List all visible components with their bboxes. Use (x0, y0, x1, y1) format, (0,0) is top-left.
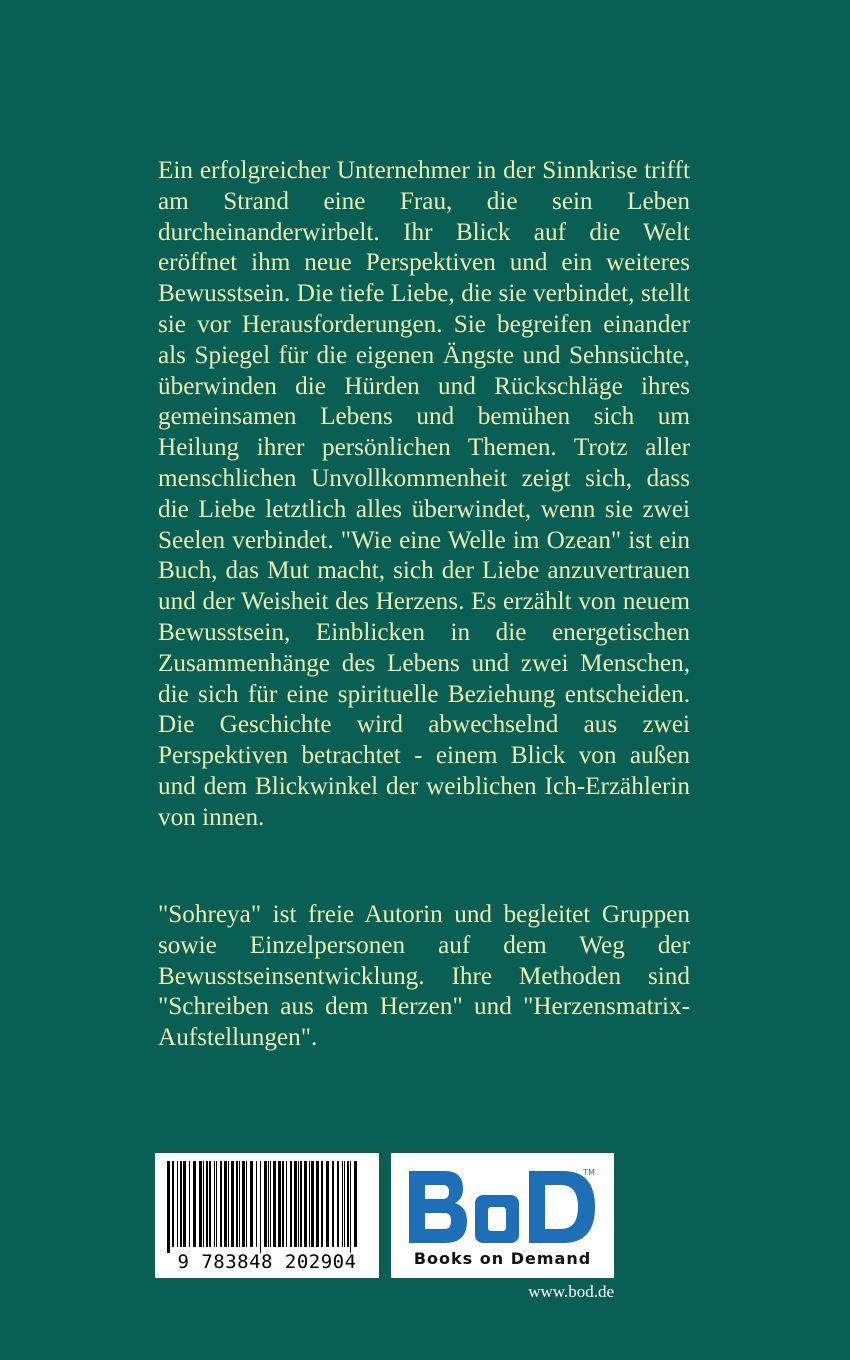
barcode-bar (206, 1161, 208, 1247)
barcode-bar (172, 1161, 174, 1247)
publisher-tagline: Books on Demand (413, 1249, 592, 1268)
barcode-bar (189, 1161, 190, 1247)
barcode-bar (311, 1161, 314, 1247)
barcode-bar (316, 1161, 319, 1247)
barcode-bar (209, 1161, 211, 1247)
publisher-logo-box (391, 1153, 614, 1278)
barcode-bar (268, 1161, 269, 1247)
barcode-bar (278, 1161, 281, 1247)
barcode-bar (183, 1161, 186, 1247)
barcode-bar (228, 1161, 229, 1247)
isbn-number: 9 783848 202904 (177, 1251, 357, 1273)
barcode-bar (309, 1161, 310, 1247)
barcode-bar (214, 1161, 215, 1247)
barcode-bar (242, 1161, 245, 1247)
barcode-bar (270, 1161, 271, 1247)
author-bio (158, 900, 690, 1054)
barcode-bar (282, 1161, 284, 1247)
barcode-bar (350, 1161, 351, 1253)
bod-logo-icon (405, 1167, 601, 1249)
barcode-bar (203, 1161, 204, 1247)
barcode-bar (321, 1161, 323, 1247)
barcode-bar (290, 1161, 292, 1247)
barcode-bar (300, 1161, 302, 1247)
barcode-bar (216, 1161, 217, 1247)
barcode-bar (342, 1161, 343, 1247)
barcode-bar (167, 1161, 170, 1253)
barcode-bar (220, 1161, 222, 1247)
barcode-bar (193, 1161, 196, 1247)
barcode-bar (180, 1161, 182, 1247)
barcode-bar (246, 1161, 247, 1247)
barcode-bar (260, 1161, 261, 1253)
barcode-bar (231, 1161, 234, 1247)
barcode-bars-icon (155, 1153, 379, 1253)
barcode-bar (294, 1161, 297, 1247)
barcode-bar (326, 1161, 329, 1247)
trademark-label: TM (583, 1168, 595, 1177)
barcode-bar (298, 1161, 299, 1247)
blurb-text: Ein erfolgreicher Unternehmer in der Sinnkrise trifft am Strand eine Frau, die sein Leben durcheinanderwirbelt. Ihr Blick auf die Welt eröffnet ihm neue Perspektiven und ein weiteres Bewusstsein. Die tiefe Liebe, die sie verbindet, stellt sie vor Herausforderungen. Sie begreifen einander als Spiegel für die eigenen Ängste und Sehnsüchte, überwinden die Hürden und Rückschläge ihres gemeinsamen Lebens und bemühen sich um Heilung ihrer persönlichen Themen. Trotz aller menschlichen Unvollkommenheit zeigt sich, dass die Liebe letztlich alles überwindet, wenn sie zwei Seelen verbindet. "Wie eine Welle im Ozean" ist ein Buch, das Mut macht, sich der Liebe anzuvertrauen und der Weisheit des Herzens. Es erzählt von neuem Bewusstsein, Einblicken in die energetischen Zusammenhänge des Lebens und zwei Menschen, die sich für eine spirituelle Beziehung entscheiden. Die Geschichte wird abwechselnd aus zwei Perspektiven betrachtet - einem Blick von außen und dem Blickwinkel der weiblichen Ich-Erzählerin von innen. (158, 157, 690, 831)
barcode-bar (344, 1161, 345, 1247)
barcode-bar (354, 1161, 357, 1247)
author-bio-text: "Sohreya" ist freie Autorin und begleitet Gruppen sowie Einzelpersonen auf dem Weg der Bewusstseinsentwicklung. Ihre Methoden sind "Schreiben aus dem Herzen" und "Herzensmatrix-Aufstellungen". (158, 901, 690, 1052)
back-cover-blurb (158, 156, 690, 834)
publisher-url[interactable]: www.bod.de (528, 1282, 614, 1301)
barcode-bar (250, 1161, 253, 1247)
barcode-bar (332, 1161, 334, 1247)
barcode-bar (273, 1161, 276, 1247)
isbn-barcode (155, 1153, 379, 1278)
barcode-bar (347, 1161, 349, 1247)
barcode-bar (224, 1161, 227, 1247)
barcode-bar (286, 1161, 287, 1247)
barcode-bar (239, 1161, 240, 1247)
barcode-bar (304, 1161, 307, 1247)
barcode-bar (264, 1161, 267, 1247)
barcode-bar (199, 1161, 202, 1247)
barcode-bar (337, 1161, 339, 1247)
barcode-bar (177, 1161, 178, 1247)
barcode-bar (236, 1161, 238, 1247)
barcode-bar (256, 1161, 257, 1247)
